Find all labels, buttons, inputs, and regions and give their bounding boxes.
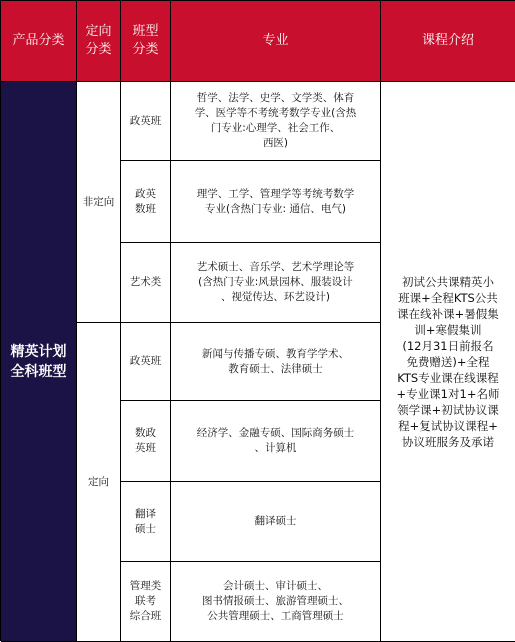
class-type-cell: 政英班 [121, 82, 171, 161]
header-intro: 课程介绍 [381, 1, 515, 82]
class-type-cell: 管理类 联考 综合班 [121, 562, 171, 642]
class-type-cell: 政英 数班 [121, 161, 171, 243]
header-major: 专业 [171, 1, 381, 82]
major-cell: 艺术硕士、音乐学、艺术学理论等 (含热门专业:风景园林、服装设计 、视觉传达、环艺设计) [171, 243, 381, 323]
major-cell: 经济学、金融专硕、国际商务硕士 、计算机 [171, 401, 381, 482]
orientation-non-directed: 非定向 [77, 82, 121, 323]
header-class-type: 班型 分类 [121, 1, 171, 82]
product-name: 精英计划 全科班型 [1, 82, 77, 642]
orientation-directed: 定向 [77, 323, 121, 642]
class-type-cell: 数政 英班 [121, 401, 171, 482]
major-cell: 理学、工学、管理学等考统考数学 专业(含热门专业: 通信、电气) [171, 161, 381, 243]
major-cell: 会计硕士、审计硕士、 图书情报硕士、旅游管理硕士、 公共管理硕士、工商管理硕士 [171, 562, 381, 642]
class-type-cell: 翻译 硕士 [121, 482, 171, 562]
class-type-cell: 政英班 [121, 323, 171, 401]
course-intro: 初试公共课精英小 班课+全程KTS公共 课在线补课+暑假集 训+寒假集训 (12月31日前报名 免费赠送)+全程 KTS专业课在线课程 +专业课1对1+名师 领学课+初试协议课 程+复试协议课程+ 协议班服务及承诺 [381, 82, 515, 642]
class-type-cell: 艺术类 [121, 243, 171, 323]
major-cell: 新闻与传播专硕、教育学学术、 教育硕士、法律硕士 [171, 323, 381, 401]
major-cell: 哲学、法学、史学、文学类、体育 学、医学等不考统考数学专业(含热 门专业:心理学、社会工作、 西医) [171, 82, 381, 161]
header-product: 产品分类 [1, 1, 77, 82]
header-orientation: 定向 分类 [77, 1, 121, 82]
major-cell: 翻译硕士 [171, 482, 381, 562]
